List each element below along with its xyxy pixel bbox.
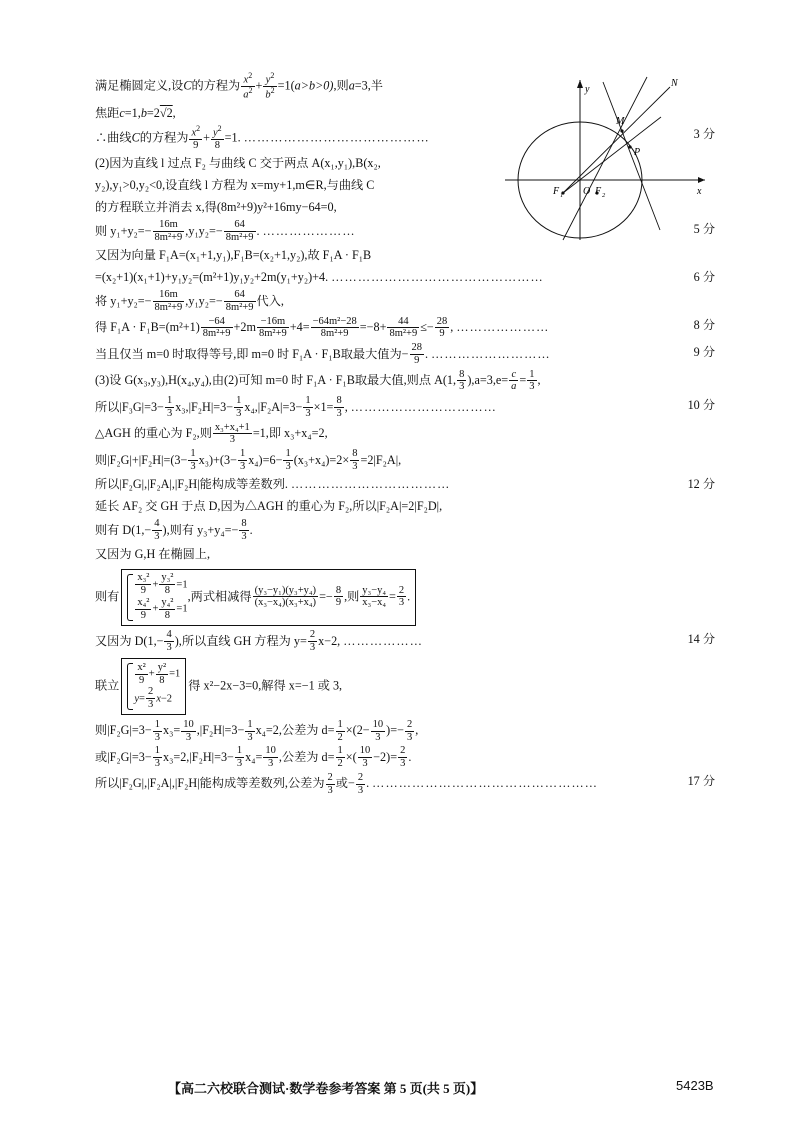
label-O: O [583,186,591,197]
label-F1-sub: 1 [560,192,564,199]
score-mark: 6 分 [693,269,715,284]
leader-dots: …………………………… [350,399,497,414]
fraction-c-a: $\frac{c}{a}$ [511,368,517,393]
fraction-10-3: $\frac{10}{3}$ [359,745,371,770]
fraction-1-3: $\frac{1}{3}$ [305,395,311,419]
score-mark: 14 分 [687,631,715,646]
fraction-1-3: $\frac{1}{3}$ [190,448,196,472]
label-F2: F [595,186,602,197]
label-P: P [634,147,641,158]
equation-block: 联立 $\frac{\text{x²}}{9}$ + $\frac{\text{y²}}{8}$ =1 y= $\frac{2}{3}$ x−2 得 x²−2x−3=0,解得 x=−1 或 3, [95,658,715,715]
text-line: 所以|F₂G|,|F₂A|,|F₂H|能构成等差数列,公差为 $\frac{2}{3}$ 或− $\frac{2}{3}$ . …………………………………………… 17 分 [95,771,715,796]
equation-box: $\frac{\text{x₃²}}{9}$ + $\frac{\text{y₃²}}{8}$ =1 $\frac{\text{x₄²}}{9}$ + $\frac{\text{y₄²}}{8}$ =1 ,两式相减得 $\frac{\text{(y₃−y₁)(y₃+y₄)}}{\text{(x₃−x₄)(x₃+x₄)}}$ =− $\frac{8}{9}$ ,则 $\frac{\text{y₃−y₄}}{\text{x₃−x₄}}$ = $\frac{2}{3}$ . [121,569,416,626]
leader-dots: …………………………………………… [372,776,599,791]
leader-dots: ……………… [343,633,424,648]
label-M: M [616,116,625,127]
fraction-y2-8: $\frac{y^2}{8}$ [213,123,222,152]
fraction-1-3: $\frac{1}{3}$ [247,718,253,743]
text-line: 则有 D(1,− $\frac{4}{3}$ ),则有 y₃+y₄=− $\frac{8}{3}$ . [95,518,253,542]
fraction-diff: $\frac{\text{(y₃−y₁)(y₃+y₄)}}{\text{(x₃−x₄)(x₃+x₄)}}$ [254,584,317,609]
fraction-1-3: $\frac{1}{3}$ [166,395,173,419]
line-text: 满足椭圆定义,设 [95,78,184,93]
fraction-64-8m2p9: $\frac{64}{\text{8m²+9}}$ [225,219,254,243]
fraction-8-3: $\frac{8}{3}$ [336,395,342,419]
text-line: 或|F₂G|=3− $\frac{1}{3}$ x₃=2,|F₂H|=3− $\frac{1}{3}$ x₄= $\frac{10}{3}$ ,公差为 d= $\frac{1}{2}$ ×( $\frac{10}{3}$ −2)= $\frac{2}{3}$ . [95,745,412,770]
text-line: y₂),y₁>0,y₂<0,设直线 l 方程为 x=my+1,m∈R,与曲线 C [95,178,375,193]
fraction-4-3: $\frac{4}{3}$ [154,518,160,542]
fraction-neg64m2m28-8m2p9: $\frac{\text{−64m²−28}}{\text{8m²+9}}$ [312,315,357,340]
fraction-2-3: $\frac{2}{3}$ [327,771,333,796]
footer-center-label: 【高二六校联合测试·数学卷参考答案 第 5 页(共 5 页)】 [168,1081,484,1096]
leader-dots: ………………… [456,320,550,335]
fraction-neg16m-8m2p9: $\frac{-16m}{\text{8m²+9}}$ [259,315,287,340]
fraction-1-3: $\frac{1}{3}$ [285,448,291,472]
fraction-28-9: $\frac{28}{9}$ [436,315,448,340]
score-mark: 9 分 [693,344,715,359]
fraction-8-3: $\frac{8}{3}$ [352,448,358,472]
fraction-16m-8m2p9: $\frac{16m}{\text{8m²+9}}$ [154,219,183,243]
text-line: 得 F₁A · F₁B=(m²+1) $\frac{-64}{\text{8m²+9}}$ +2m $\frac{-16m}{\text{8m²+9}}$ +4= $\frac{\text{−64m²−28}}{\text{8m²+9}}$ =−8+ $\frac{44}{\text{8m²+9}}$ ≤− $\frac{28}{9}$ , ………………… 8 分 [95,315,715,340]
fraction-2-3: $\frac{2}{3}$ [406,718,413,743]
var-C: C [183,78,192,93]
fraction-2-3: $\frac{2}{3}$ [398,584,405,609]
fraction-28-9: $\frac{28}{9}$ [411,342,423,366]
text-line: △AGH 的重心为 F₂,则 $\frac{\text{x₃+x₄+1}}{3}$ =1,即 x₃+x₄=2, [95,421,328,446]
system-brace: $\frac{\text{x²}}{9}$ + $\frac{\text{y²}}{8}$ =1 y= $\frac{2}{3}$ x−2 [125,662,180,711]
leader-dots: ……………………… [431,346,551,361]
fraction-2-3: $\frac{2}{3}$ [357,771,364,796]
fraction-10-3: $\frac{10}{3}$ [183,718,194,743]
fraction-slope: $\frac{\text{y₃−y₄}}{\text{x₃−x₄}}$ [362,584,387,609]
fraction-1-3: $\frac{1}{3}$ [236,395,242,419]
fraction-2-3: $\frac{2}{3}$ [400,745,406,770]
equation-box [121,658,186,715]
fraction-1-3: $\frac{1}{3}$ [154,718,160,743]
score-mark: 12 分 [687,477,715,492]
footer-paper-code: 5423B [676,1078,714,1093]
leader-dots: ……………………………… [291,477,451,492]
fraction-8-3: $\frac{8}{3}$ [241,518,247,542]
text-line: =(x₂+1)(x₁+1)+y₁y₂=(m²+1)y₁y₂+2m(y₁+y₂)+4. ………………………………………… 6 分 [95,268,715,288]
score-mark: 8 分 [693,318,715,333]
fraction-2-3: $\frac{2}{3}$ [309,629,316,654]
text-line: 则 y₁+y₂=− $\frac{16m}{\text{8m²+9}}$ ,y₁y₂=− $\frac{64}{\text{8m²+9}}$ . ………………… 5 分 [95,219,715,243]
text-line: (3)设 G(x₃,y₃),H(x₄,y₄),由(2)可知 m=0 时 F₁A · F₁B取最大值,则点 A(1, $\frac{8}{3}$ ),a=3,e= $\frac{c}{a}$ = $\frac{1}{3}$ , [95,368,541,393]
text-line: 将 y₁+y₂=− $\frac{16m}{\text{8m²+9}}$ ,y₁y₂=− $\frac{64}{\text{8m²+9}}$ 代入, [95,289,284,313]
text-line: ∴曲线C的方程为 $\frac{x^2}{9}$ + $\frac{y^2}{8}$ =1. …………………………………… 3 分 [95,123,715,152]
answer-body [95,72,715,799]
fraction-neg64-8m2p9: $\frac{-64}{\text{8m²+9}}$ [202,315,231,340]
fraction-64-8m2p9: $\frac{64}{\text{8m²+9}}$ [225,289,254,313]
label-y: y [585,84,590,95]
label-x: x [697,186,702,197]
text-line: 又因为 D(1,− $\frac{4}{3}$ ),所以直线 GH 方程为 y= $\frac{2}{3}$ x−2, ……………… 14 分 [95,629,715,654]
fraction-x2-a2: $\frac{x^2}{a^2}$ [243,70,253,101]
system-brace: $\frac{\text{x₃²}}{9}$ + $\frac{\text{y₃²}}{8}$ =1 $\frac{\text{x₄²}}{9}$ + $\frac{\text{y₄²}}{8}$ =1 [125,573,187,622]
score-mark: 5 分 [693,221,715,236]
fraction-10-3: $\frac{10}{3}$ [265,745,276,770]
score-mark: 3 分 [693,127,715,142]
fraction-1-3: $\frac{1}{3}$ [154,745,160,770]
fraction-44-8m2p9: $\frac{44}{\text{8m²+9}}$ [389,315,418,340]
fraction-1-2: $\frac{1}{2}$ [337,745,343,770]
label-F1: F [553,186,560,197]
text-line: 的方程联立并消去 x,得(8m²+9)y²+16my−64=0, [95,199,337,214]
fraction-1-3: $\frac{1}{3}$ [236,745,243,770]
fraction-4-3: $\frac{4}{3}$ [166,629,172,654]
score-mark: 17 分 [687,774,715,789]
leader-dots: …………………………………… [243,130,430,145]
text-line: 则|F₂G|+|F₂H|=(3− $\frac{1}{3}$ x₃)+(3− $\frac{1}{3}$ x₄)=6− $\frac{1}{3}$ (x₃+x₄)=2× $\frac{8}{3}$ =2|F₂A|, [95,448,402,472]
fraction-16m-8m2p9: $\frac{16m}{\text{8m²+9}}$ [154,289,183,313]
leader-dots: ………………… [262,223,356,238]
fraction-x3x41-3: $\frac{\text{x₃+x₄+1}}{3}$ [214,421,250,446]
fraction-1-3: $\frac{1}{3}$ [239,448,246,472]
fraction-y2-b2: $\frac{y^2}{b^2}$ [265,70,275,101]
label-F2-sub: 2 [602,192,606,199]
text-line: 延长 AF₂ 交 GH 于点 D,因为△AGH 的重心为 F₂,所以|F₂A|=2|F₂D|, [95,498,443,513]
text-line: 又因为 G,H 在椭圆上, [95,547,211,562]
fraction-1-2: $\frac{1}{2}$ [337,718,343,743]
fraction-8-9: $\frac{8}{9}$ [335,584,342,609]
text-line: 焦距c=1,b=2√2, [95,105,176,120]
text-line: 所以|F₃G|=3− $\frac{1}{3}$ x₃,|F₂H|=3− $\frac{1}{3}$ x₄,|F₂A|=3− $\frac{1}{3}$ ×1= $\frac{8}{3}$ , …………………………… 10 分 [95,395,715,419]
text-line: 所以|F₂G|,|F₂A|,|F₂H|能构成等差数列. ……………………………… 12 分 [95,475,715,495]
fraction-10-3: $\frac{10}{3}$ [372,718,384,743]
label-N: N [671,78,678,89]
text-line: 当且仅当 m=0 时取得等号,即 m=0 时 F₁A · F₁B取最大值为− $\frac{28}{9}$ . ……………………… 9 分 [95,342,715,366]
equation-block: 则有 $\frac{\text{x₃²}}{9}$ + $\frac{\text{y₃²}}{8}$ =1 $\frac{\text{x₄²}}{9}$ + $\frac{\text{y₄²}}{8}$ =1 ,两式相减得 $\frac{\text{(y₃−y₁)(y₃+y₄)}}{\text{(x₃−x₄)(x₃+x₄)}}$ =− $\frac{8}{9}$ ,则 $\frac{\text{y₃−y₄}}{\text{x₃−x₄}}$ = $\frac{2}{3}$ . [95,569,715,626]
fraction-1-3: $\frac{1}{3}$ [529,368,535,393]
text-line: (2)因为直线 l 过点 F₂ 与曲线 C 交于两点 A(x₁,y₁),B(x₂, [95,156,381,171]
fraction-8-3: $\frac{8}{3}$ [459,368,465,393]
text-line: 满足椭圆定义,设C的方程为 $\frac{x^2}{a^2}$ + $\frac{y^2}{b^2}$ =1(a>b>0),则a=3,半 [95,70,383,101]
text-line: 又因为向量 F₁A=(x₁+1,y₁),F₁B=(x₂+1,y₂),故 F₁A · F₁B [95,248,372,263]
text-line: 则|F₂G|=3− $\frac{1}{3}$ x₃= $\frac{10}{3}$ ,|F₂H|=3− $\frac{1}{3}$ x₄=2,公差为 d= $\frac{1}{2}$ ×(2− $\frac{10}{3}$ )=− $\frac{2}{3}$ , [95,718,419,743]
score-mark: 10 分 [687,397,715,412]
leader-dots: ………………………………………… [331,269,544,284]
fraction-x2-9: $\frac{x^2}{9}$ [191,123,201,152]
